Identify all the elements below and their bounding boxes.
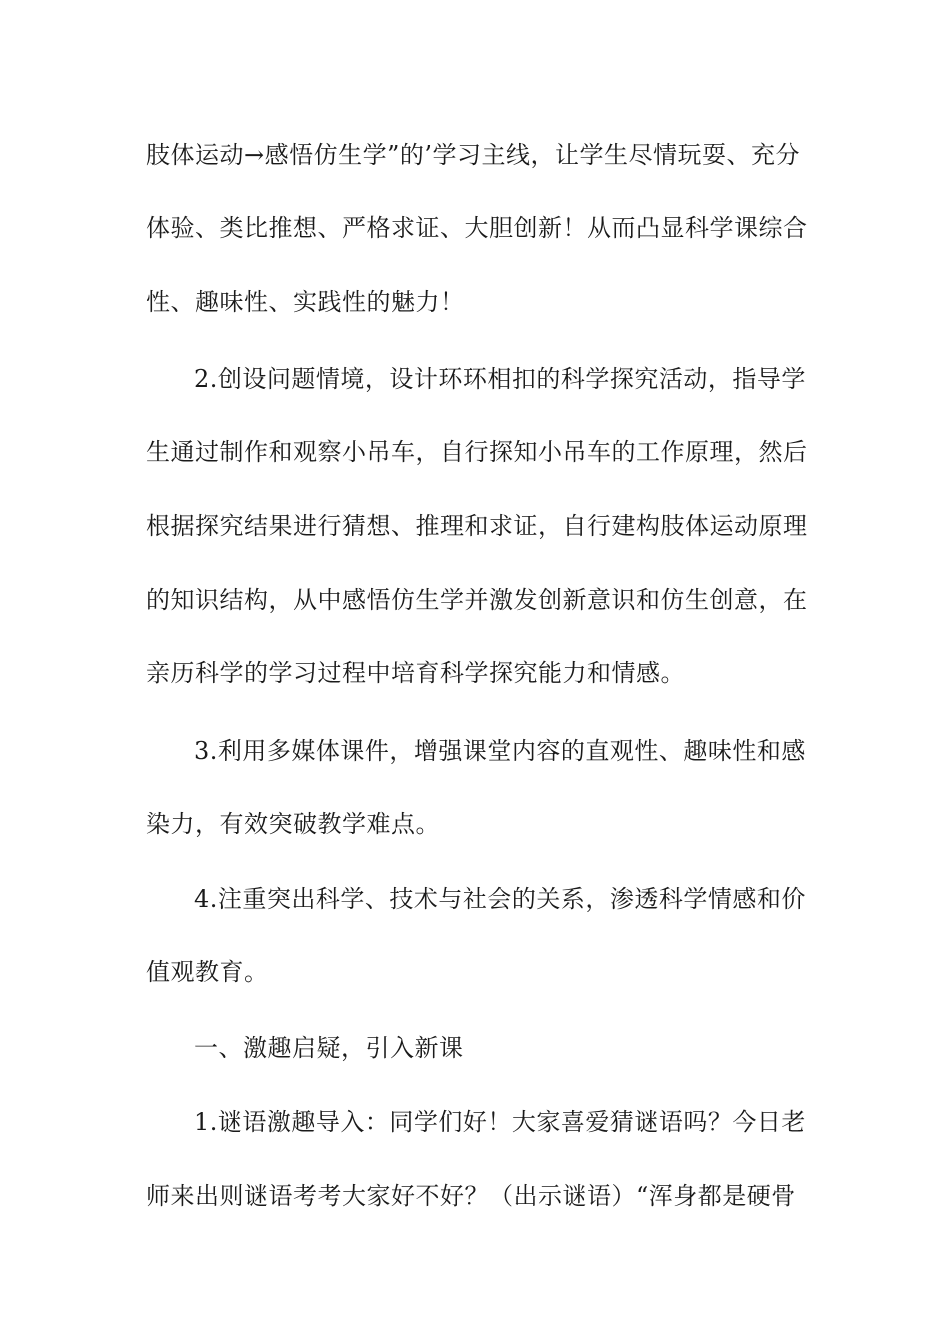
text-line-12: 值观教育。 xyxy=(146,958,269,986)
text-line-5: 生通过制作和观察小吊车，自行探知小吊车的工作原理，然后 xyxy=(146,438,808,466)
section-heading: 一、激趣启疑，引入新课 xyxy=(194,1034,464,1062)
text-line-11: 4.注重突出科学、技术与社会的关系，渗透科学情感和价 xyxy=(194,885,806,913)
text-line-6: 根据探究结果进行猜想、推理和求证，自行建构肢体运动原理 xyxy=(146,512,808,540)
text-line-3: 性、趣味性、实践性的魅力！ xyxy=(146,288,465,316)
text-line-9: 3.利用多媒体课件，增强课堂内容的直观性、趣味性和感 xyxy=(194,737,806,765)
text-line-4: 2.创设问题情境，设计环环相扣的科学探究活动，指导学 xyxy=(194,365,806,393)
text-line-10: 染力，有效突破教学难点。 xyxy=(146,810,440,838)
text-line-15: 师来出则谜语考考大家好不好？（出示谜语）“浑身都是硬骨 xyxy=(146,1182,796,1210)
text-line-7: 的知识结构，从中感悟仿生学并激发创新意识和仿生创意，在 xyxy=(146,586,808,614)
text-line-14: 1.谜语激趣导入：同学们好！大家喜爱猜谜语吗？今日老 xyxy=(194,1108,806,1136)
text-line-8: 亲历科学的学习过程中培育科学探究能力和情感。 xyxy=(146,659,685,687)
text-line-2: 体验、类比推想、严格求证、大胆创新！从而凸显科学课综合 xyxy=(146,214,808,242)
text-line-1: 肢体运动→感悟仿生学”的’学习主线，让学生尽情玩耍、充分 xyxy=(146,141,801,169)
